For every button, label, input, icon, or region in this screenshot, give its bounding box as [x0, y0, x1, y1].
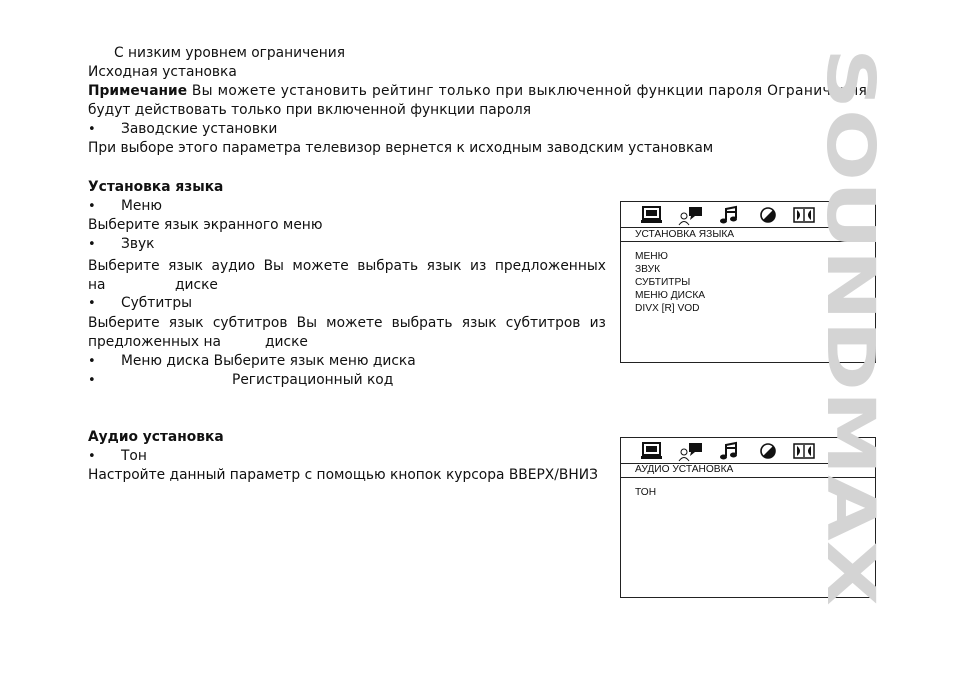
word: выбрать	[357, 258, 419, 274]
music-note-icon	[719, 206, 739, 224]
osd-title: АУДИО УСТАНОВКА	[635, 464, 734, 475]
osd-menu-item[interactable]: ЗВУК	[635, 264, 661, 275]
note-label: Примечание	[88, 83, 188, 99]
person-chat-icon	[678, 206, 704, 226]
text-line: Настройте данный параметр с помощью кнопок курсора ВВЕРХ/ВНИЗ	[88, 467, 598, 483]
list-item: Меню диска Выберите язык меню диска	[121, 353, 416, 369]
word: выбрать	[391, 315, 453, 331]
list-item: Заводские установки	[121, 121, 278, 137]
word: из	[470, 258, 487, 274]
list-item: Регистрационный код	[232, 372, 394, 388]
text-line: будут действовать только при включенной функции пароля	[88, 102, 532, 118]
bullet: •	[88, 296, 96, 311]
word: язык	[461, 315, 497, 331]
list-item: Тон	[121, 448, 147, 464]
half-circle-icon	[759, 206, 777, 224]
brand-watermark	[812, 48, 941, 606]
word: Выберите	[88, 258, 160, 274]
bullet: •	[88, 354, 96, 369]
word: предложенных	[494, 258, 606, 274]
dolby-icon	[793, 442, 815, 460]
text-line: С низким уровнем ограничения	[114, 45, 346, 61]
word: язык	[426, 258, 462, 274]
text-line: диске	[265, 334, 308, 350]
text-line: диске	[175, 277, 218, 293]
monitor-icon	[641, 206, 663, 224]
section-heading: Установка языка	[88, 179, 224, 195]
text-line: При выборе этого параметра телевизор вернется к исходным заводским установкам	[88, 140, 714, 156]
osd-menu-item[interactable]: DIVX [R] VOD	[635, 303, 700, 314]
osd-menu-item[interactable]: МЕНЮ ДИСКА	[635, 290, 706, 301]
osd-menu-item[interactable]: СУБТИТРЫ	[635, 277, 691, 288]
section-heading: Аудио установка	[88, 429, 224, 445]
note-line	[88, 82, 880, 101]
bullet: •	[88, 237, 96, 252]
bullet: •	[88, 199, 96, 214]
osd-menu-item[interactable]: МЕНЮ	[635, 251, 668, 262]
word: можете	[292, 258, 349, 274]
bullet: •	[88, 449, 96, 464]
person-chat-icon	[678, 442, 704, 462]
monitor-icon	[641, 442, 663, 460]
text-line: Выберите язык экранного меню	[88, 217, 323, 233]
brand-logo: SOUNDMAX	[812, 48, 889, 483]
word: Вы	[296, 315, 317, 331]
osd-menu-item[interactable]: ТОН	[635, 487, 657, 498]
dolby-icon	[793, 206, 815, 224]
list-item: Звук	[121, 236, 155, 252]
word: язык	[168, 315, 204, 331]
word: из	[589, 315, 606, 331]
word: субтитров	[505, 315, 581, 331]
note-text: Вы можете установить рейтинг только при выключенной функции пароля Ограничения	[187, 83, 868, 99]
bullet: •	[88, 373, 96, 388]
half-circle-icon	[759, 442, 777, 460]
word: субтитров	[212, 315, 288, 331]
text-line: Исходная установка	[88, 64, 237, 80]
text-line: предложенных на	[88, 334, 221, 350]
word: аудио	[211, 258, 256, 274]
justified-line	[88, 257, 606, 276]
word: Выберите	[88, 315, 160, 331]
list-item: Субтитры	[121, 295, 192, 311]
text-line: на	[88, 277, 106, 293]
word: Вы	[263, 258, 284, 274]
music-note-icon	[719, 442, 739, 460]
word: язык	[168, 258, 203, 274]
justified-line	[88, 314, 606, 333]
word: можете	[326, 315, 383, 331]
list-item: Меню	[121, 198, 163, 214]
bullet: •	[88, 122, 96, 137]
osd-title: УСТАНОВКА ЯЗЫКА	[635, 229, 735, 240]
